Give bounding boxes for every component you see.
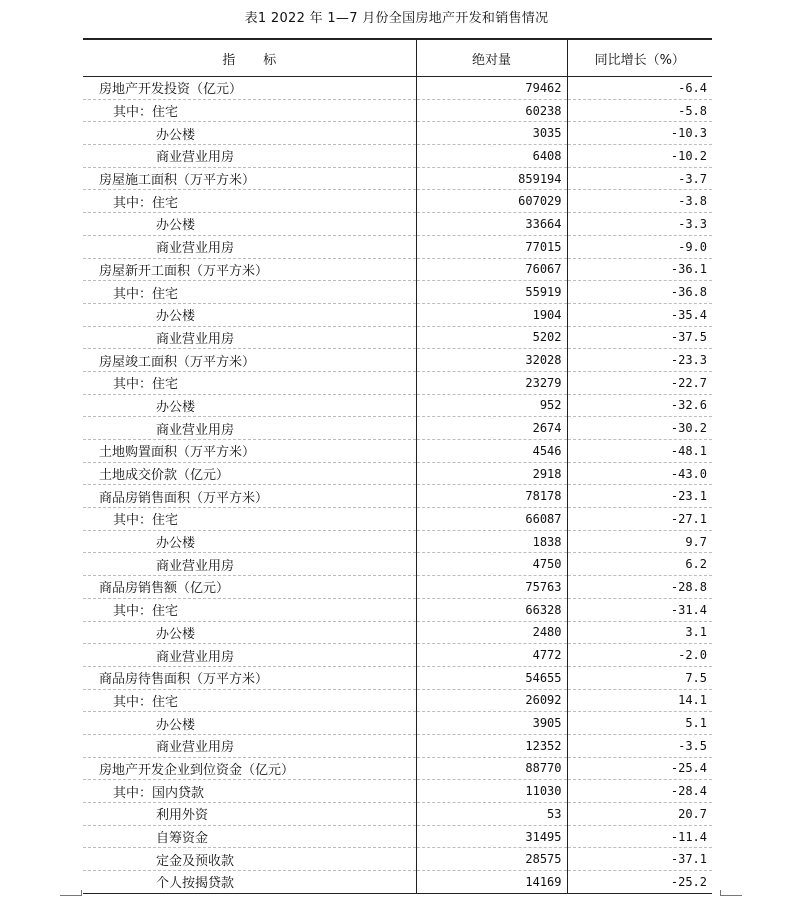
- row-growth-cell: 6.2: [567, 553, 712, 576]
- row-growth-cell: -36.8: [567, 281, 712, 304]
- row-growth-cell: -11.4: [567, 825, 712, 848]
- table-row: [83, 281, 712, 304]
- row-growth-cell: 3.1: [567, 621, 712, 644]
- row-indicator-cell: 其中：国内贷款: [83, 780, 416, 803]
- table-row: [83, 167, 712, 190]
- table-row: [83, 689, 712, 712]
- row-absolute-value-cell: 607029: [416, 190, 567, 213]
- row-growth-cell: 14.1: [567, 689, 712, 712]
- row-absolute-value-cell: 75763: [416, 576, 567, 599]
- table-row: [83, 598, 712, 621]
- row-indicator-cell: 利用外资: [83, 803, 416, 826]
- row-absolute-value-cell: 4546: [416, 440, 567, 463]
- row-growth-cell: -25.4: [567, 757, 712, 780]
- row-absolute-value-cell: 88770: [416, 757, 567, 780]
- row-absolute-value-cell: 23279: [416, 371, 567, 394]
- row-absolute-value-cell: 2480: [416, 621, 567, 644]
- row-indicator-cell: 办公楼: [83, 621, 416, 644]
- table-row: [83, 530, 712, 553]
- row-indicator-cell: 办公楼: [83, 303, 416, 326]
- table-row: [83, 349, 712, 372]
- row-indicator-cell: 商品房待售面积（万平方米）: [83, 666, 416, 689]
- row-absolute-value-cell: 4750: [416, 553, 567, 576]
- row-growth-cell: -10.3: [567, 122, 712, 145]
- row-growth-cell: -32.6: [567, 394, 712, 417]
- table-header-row: [83, 39, 712, 77]
- row-indicator-cell: 个人按揭贷款: [83, 871, 416, 894]
- row-growth-cell: 9.7: [567, 530, 712, 553]
- row-indicator-cell: 商品房销售额（亿元）: [83, 576, 416, 599]
- page-corner-mark-right: [720, 895, 742, 896]
- row-growth-cell: -28.4: [567, 780, 712, 803]
- table-row: [83, 871, 712, 894]
- row-absolute-value-cell: 5202: [416, 326, 567, 349]
- row-absolute-value-cell: 54655: [416, 666, 567, 689]
- row-growth-cell: -23.3: [567, 349, 712, 372]
- table-row: [83, 712, 712, 735]
- table-row: [83, 77, 712, 100]
- row-growth-cell: -35.4: [567, 303, 712, 326]
- row-growth-cell: -10.2: [567, 145, 712, 168]
- row-indicator-cell: 办公楼: [83, 394, 416, 417]
- table-row: [83, 394, 712, 417]
- row-absolute-value-cell: 2918: [416, 462, 567, 485]
- row-absolute-value-cell: 76067: [416, 258, 567, 281]
- table-row: [83, 757, 712, 780]
- row-absolute-value-cell: 79462: [416, 77, 567, 100]
- row-absolute-value-cell: 32028: [416, 349, 567, 372]
- row-indicator-cell: 办公楼: [83, 213, 416, 236]
- row-growth-cell: -37.1: [567, 848, 712, 871]
- row-absolute-value-cell: 1904: [416, 303, 567, 326]
- row-growth-cell: -31.4: [567, 598, 712, 621]
- row-absolute-value-cell: 26092: [416, 689, 567, 712]
- table-row: [83, 303, 712, 326]
- row-absolute-value-cell: 952: [416, 394, 567, 417]
- row-indicator-cell: 其中：住宅: [83, 281, 416, 304]
- table-row: [83, 371, 712, 394]
- row-growth-cell: -37.5: [567, 326, 712, 349]
- row-growth-cell: -48.1: [567, 440, 712, 463]
- row-indicator-cell: 商业营业用房: [83, 326, 416, 349]
- row-growth-cell: -6.4: [567, 77, 712, 100]
- row-indicator-cell: 房屋新开工面积（万平方米）: [83, 258, 416, 281]
- table-row: [83, 258, 712, 281]
- table-row: [83, 644, 712, 667]
- row-absolute-value-cell: 1838: [416, 530, 567, 553]
- table-row: [83, 848, 712, 871]
- row-indicator-cell: 办公楼: [83, 530, 416, 553]
- row-indicator-cell: 商业营业用房: [83, 145, 416, 168]
- row-indicator-cell: 办公楼: [83, 122, 416, 145]
- row-indicator-cell: 其中：住宅: [83, 689, 416, 712]
- table-row: [83, 666, 712, 689]
- row-growth-cell: -5.8: [567, 99, 712, 122]
- table-row: [83, 122, 712, 145]
- table-caption: 表1 2022 年 1—7 月份全国房地产开发和销售情况: [244, 11, 549, 26]
- row-indicator-cell: 其中：住宅: [83, 99, 416, 122]
- table-row: [83, 213, 712, 236]
- table-row: [83, 803, 712, 826]
- row-indicator-cell: 其中：住宅: [83, 508, 416, 531]
- row-absolute-value-cell: 66328: [416, 598, 567, 621]
- page-corner-mark-left: [60, 895, 82, 896]
- table-row: [83, 734, 712, 757]
- row-indicator-cell: 商业营业用房: [83, 417, 416, 440]
- row-absolute-value-cell: 3905: [416, 712, 567, 735]
- row-growth-cell: 20.7: [567, 803, 712, 826]
- row-growth-cell: -3.8: [567, 190, 712, 213]
- row-absolute-value-cell: 66087: [416, 508, 567, 531]
- row-growth-cell: -30.2: [567, 417, 712, 440]
- row-indicator-cell: 自筹资金: [83, 825, 416, 848]
- row-indicator-cell: 办公楼: [83, 712, 416, 735]
- table-row: [83, 235, 712, 258]
- table-row: [83, 440, 712, 463]
- row-indicator-cell: 商业营业用房: [83, 734, 416, 757]
- row-growth-cell: -27.1: [567, 508, 712, 531]
- row-absolute-value-cell: 6408: [416, 145, 567, 168]
- row-absolute-value-cell: 2674: [416, 417, 567, 440]
- table-row: [83, 780, 712, 803]
- row-growth-cell: -3.3: [567, 213, 712, 236]
- table-row: [83, 553, 712, 576]
- row-growth-cell: 7.5: [567, 666, 712, 689]
- row-absolute-value-cell: 53: [416, 803, 567, 826]
- row-growth-cell: -36.1: [567, 258, 712, 281]
- row-indicator-cell: 房地产开发企业到位资金（亿元）: [83, 757, 416, 780]
- row-absolute-value-cell: 31495: [416, 825, 567, 848]
- table-row: [83, 417, 712, 440]
- row-absolute-value-cell: 3035: [416, 122, 567, 145]
- row-indicator-cell: 商业营业用房: [83, 553, 416, 576]
- table-row: [83, 508, 712, 531]
- table-row: [83, 621, 712, 644]
- row-absolute-value-cell: 77015: [416, 235, 567, 258]
- row-indicator-cell: 定金及预收款: [83, 848, 416, 871]
- row-indicator-cell: 土地成交价款（亿元）: [83, 462, 416, 485]
- row-growth-cell: -3.7: [567, 167, 712, 190]
- row-indicator-cell: 商品房销售面积（万平方米）: [83, 485, 416, 508]
- table-row: [83, 99, 712, 122]
- row-absolute-value-cell: 55919: [416, 281, 567, 304]
- table-row: [83, 462, 712, 485]
- row-indicator-cell: 房地产开发投资（亿元）: [83, 77, 416, 100]
- row-absolute-value-cell: 60238: [416, 99, 567, 122]
- row-growth-cell: -22.7: [567, 371, 712, 394]
- row-growth-cell: -25.2: [567, 871, 712, 894]
- row-growth-cell: -28.8: [567, 576, 712, 599]
- table-row: [83, 576, 712, 599]
- row-indicator-cell: 房屋施工面积（万平方米）: [83, 167, 416, 190]
- table-row: [83, 485, 712, 508]
- row-absolute-value-cell: 78178: [416, 485, 567, 508]
- real-estate-table: [83, 38, 712, 894]
- row-indicator-cell: 其中：住宅: [83, 190, 416, 213]
- row-indicator-cell: 其中：住宅: [83, 598, 416, 621]
- row-indicator-cell: 土地购置面积（万平方米）: [83, 440, 416, 463]
- table-row: [83, 145, 712, 168]
- table-row: [83, 326, 712, 349]
- row-absolute-value-cell: 4772: [416, 644, 567, 667]
- row-absolute-value-cell: 33664: [416, 213, 567, 236]
- row-growth-cell: -23.1: [567, 485, 712, 508]
- header-yoy-growth: 同比增长（%）: [567, 39, 712, 77]
- row-growth-cell: 5.1: [567, 712, 712, 735]
- row-absolute-value-cell: 14169: [416, 871, 567, 894]
- row-absolute-value-cell: 28575: [416, 848, 567, 871]
- table-row: [83, 825, 712, 848]
- row-indicator-cell: 其中：住宅: [83, 371, 416, 394]
- row-indicator-cell: 商业营业用房: [83, 235, 416, 258]
- table-row: [83, 190, 712, 213]
- row-absolute-value-cell: 12352: [416, 734, 567, 757]
- row-growth-cell: -9.0: [567, 235, 712, 258]
- row-growth-cell: -3.5: [567, 734, 712, 757]
- header-absolute-value: 绝对量: [416, 39, 567, 77]
- row-indicator-cell: 商业营业用房: [83, 644, 416, 667]
- header-indicator: 指标: [83, 39, 416, 77]
- row-absolute-value-cell: 859194: [416, 167, 567, 190]
- row-absolute-value-cell: 11030: [416, 780, 567, 803]
- row-growth-cell: -43.0: [567, 462, 712, 485]
- row-indicator-cell: 房屋竣工面积（万平方米）: [83, 349, 416, 372]
- row-growth-cell: -2.0: [567, 644, 712, 667]
